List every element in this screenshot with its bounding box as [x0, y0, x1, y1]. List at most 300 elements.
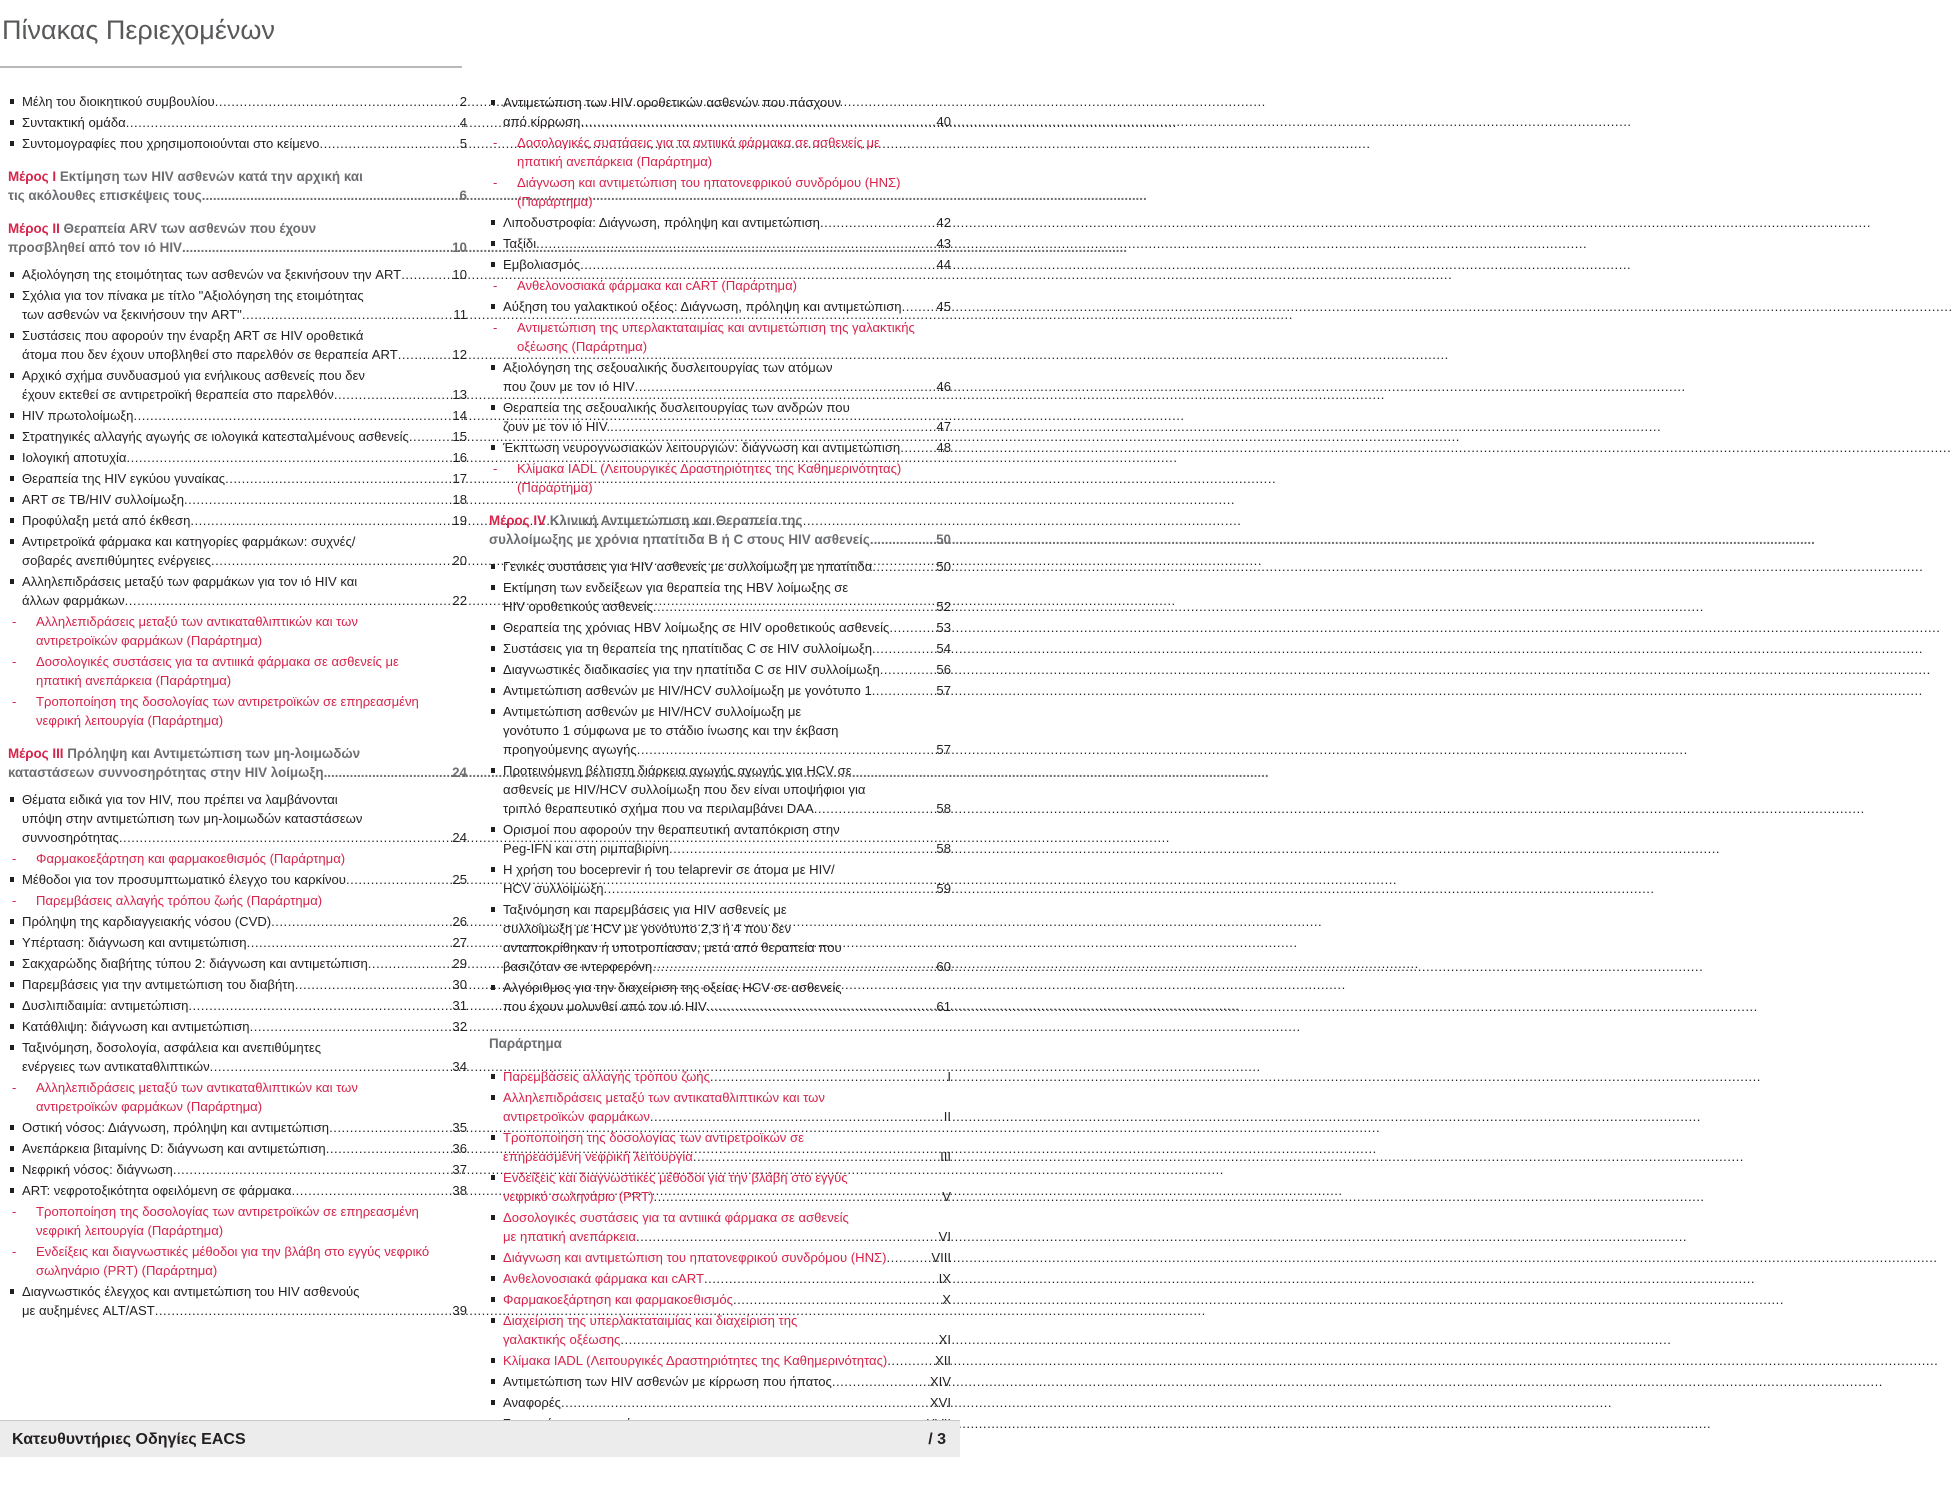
- toc-part-2-heading[interactable]: [8, 219, 467, 257]
- toc-line-text: [503, 1107, 650, 1126]
- toc-line-text: [22, 511, 190, 530]
- toc-line-label: Συντομογραφίες που χρησιμοποιούνται στο κείμενο: [22, 136, 320, 151]
- toc-page-number: 58: [936, 801, 951, 816]
- toc-subentry[interactable]: [489, 173, 951, 211]
- toc-page-number: 30: [452, 977, 467, 992]
- toc-page-number: 53: [936, 620, 951, 635]
- toc-entry-last-line: [503, 377, 951, 396]
- toc-line-label: Κλίμακα IADL (Λειτουργικές Δραστηριότητες της Καθημερινότητας): [503, 1353, 888, 1368]
- toc-line-text: [22, 113, 126, 132]
- toc-line-text: [503, 1372, 832, 1391]
- toc-line-text: ανταποκρίθηκαν ή υποτροπίασαν, μετά από θεραπεία που: [503, 940, 842, 955]
- dot-leader: [409, 427, 452, 446]
- toc-entry-last-line: [503, 213, 951, 232]
- toc-line-label: των ασθενών να ξεκινήσουν την ART": [22, 307, 242, 322]
- toc-entry[interactable]: [8, 1139, 467, 1158]
- toc-line-label: με αυξημένες ALT/AST: [22, 1303, 155, 1318]
- toc-entry-last-line: [503, 1248, 951, 1267]
- toc-entry-last-line: [22, 406, 467, 425]
- toc-line-text: [503, 438, 900, 457]
- toc-entry-text-line: [8, 744, 467, 763]
- toc-entry-text-line: [22, 809, 467, 828]
- dot-leader: [814, 799, 936, 818]
- toc-line-label: με ηπατική ανεπάρκεια: [503, 1229, 636, 1244]
- toc-left-column: [8, 92, 467, 1502]
- toc-line-text: συλλοίμωξη με HCV με γονότυπο 2,3 ή 4 που δεν: [503, 921, 792, 936]
- toc-entry-last-line: [22, 345, 467, 364]
- toc-entry[interactable]: [8, 511, 467, 530]
- page-footer: [0, 1420, 960, 1457]
- toc-entry[interactable]: [8, 406, 467, 425]
- dot-leader: [889, 618, 935, 637]
- toc-subentry[interactable]: [8, 1242, 467, 1280]
- toc-entry[interactable]: [489, 93, 951, 131]
- toc-entry[interactable]: [8, 572, 467, 610]
- toc-page-number: 22: [452, 593, 467, 608]
- toc-entry[interactable]: [8, 975, 467, 994]
- toc-line-text: Θέματα ειδικά για τον HIV, που πρέπει να λαμβάνονται: [22, 792, 338, 807]
- toc-entry-last-line: [22, 1057, 467, 1076]
- appendix-heading: Παράρτημα: [489, 1036, 562, 1051]
- toc-appendix-entry[interactable]: [489, 1248, 951, 1267]
- toc-line-text: Προτεινόμενη βέλτιστη διάρκεια αγωγής αγωγής για HCV σε: [503, 763, 852, 778]
- toc-entry[interactable]: [489, 234, 951, 253]
- toc-line-label: Ανθελονοσιακά φάρμακα και cART: [503, 1271, 704, 1286]
- toc-subentry[interactable]: [489, 133, 951, 171]
- toc-page-number: III: [940, 1149, 951, 1164]
- toc-entry-text-line: [503, 761, 951, 780]
- toc-page-number: 47: [936, 419, 951, 434]
- toc-entry-last-line: [22, 954, 467, 973]
- toc-line-label: Ανθελονοσιακά φάρμακα και cART (Παράρτημα): [517, 278, 797, 293]
- toc-line-text: Δοσολογικές συστάσεις για τα αντιιικά φάρμακα σε ασθενείς: [503, 1210, 849, 1225]
- toc-line-label: HCV συλλοίμωξη: [503, 881, 604, 896]
- toc-line-text: Τροποποίηση της δοσολογίας των αντιρετροϊκών σε: [503, 1130, 804, 1145]
- toc-entry-last-line: [503, 1147, 951, 1166]
- toc-entry[interactable]: [489, 702, 951, 759]
- toc-line-text: [503, 1067, 710, 1086]
- toc-entry-last-line: [22, 933, 467, 952]
- toc-line-text: [36, 1097, 262, 1116]
- toc-part-4-heading[interactable]: [489, 511, 951, 549]
- toc-entry[interactable]: [8, 448, 467, 467]
- toc-entry-last-line: [22, 591, 467, 610]
- toc-line-label: από κίρρωση: [503, 114, 581, 129]
- dot-leader: [636, 1227, 938, 1246]
- toc-line-text: [517, 152, 712, 171]
- toc-line-label: Μέθοδοι για τον προσυμπτωματικό έλεγχο του καρκίνου: [22, 872, 346, 887]
- toc-page-number: 24: [452, 830, 467, 845]
- toc-line-text: [503, 297, 902, 316]
- dot-leader: [704, 1269, 938, 1288]
- toc-entry-text-line: [22, 1282, 467, 1301]
- toc-line-text: [22, 1301, 155, 1320]
- toc-line-text: Σχόλια για τον πίνακα με τίτλο "Αξιολόγηση της ετοιμότητας: [22, 288, 364, 303]
- toc-entry-text-line: [503, 978, 951, 997]
- toc-entry-last-line: [22, 1118, 467, 1137]
- toc-page-number: 50: [936, 559, 951, 574]
- toc-entry[interactable]: [489, 213, 951, 232]
- toc-subentry[interactable]: [489, 318, 951, 356]
- toc-entry-last-line: [503, 234, 951, 253]
- dot-leader: [880, 660, 936, 679]
- toc-page-number: 4: [459, 115, 467, 130]
- toc-appendix-entry[interactable]: [489, 1269, 951, 1288]
- toc-entry-text-line: [22, 326, 467, 345]
- toc-entry[interactable]: [8, 1181, 467, 1200]
- toc-line-text: [517, 276, 797, 295]
- toc-entry[interactable]: [8, 954, 467, 973]
- toc-entry[interactable]: [8, 1118, 467, 1137]
- toc-entry-last-line: [503, 740, 951, 759]
- toc-line-label: Παρεμβάσεις αλλαγής τρόπου ζωής (Παράρτημα): [36, 893, 323, 908]
- toc-line-label: HIV οροθετικούς ασθενείς: [503, 599, 653, 614]
- toc-line-text: Αλληλεπιδράσεις μεταξύ των αντικαταθλιπτικών και των: [36, 614, 358, 629]
- toc-page-number: XVI: [929, 1395, 951, 1410]
- dot-leader: [182, 238, 452, 257]
- toc-line-text: [8, 238, 182, 257]
- dot-leader: [693, 1147, 939, 1166]
- toc-line-label: τριπλό θεραπευτικό σχήμα που να περιλαμβάνει DAA: [503, 801, 814, 816]
- toc-entry-last-line: [36, 1097, 467, 1116]
- toc-subentry[interactable]: [8, 652, 467, 690]
- toc-line-label: ηπατική ανεπάρκεια (Παράρτημα): [517, 154, 713, 169]
- dot-leader: [669, 839, 935, 858]
- toc-entry-text-line: [503, 780, 951, 799]
- toc-entry[interactable]: [489, 761, 951, 818]
- toc-subentry[interactable]: [8, 692, 467, 730]
- title-underline: [0, 53, 462, 68]
- toc-line-label: Peg-IFN και στη ριμπαβιρίνη: [503, 841, 670, 856]
- toc-page-number: 12: [452, 347, 467, 362]
- toc-line-label: Παρεμβάσεις αλλαγής τρόπου ζωής: [503, 1069, 710, 1084]
- toc-entry-text-line: [36, 692, 467, 711]
- toc-entry[interactable]: [8, 532, 467, 570]
- toc-entry[interactable]: [489, 557, 951, 576]
- toc-part-1-heading[interactable]: [8, 167, 467, 205]
- toc-entry-last-line: [503, 1351, 951, 1370]
- toc-page-number: 48: [936, 440, 951, 455]
- toc-entry[interactable]: [489, 438, 951, 457]
- toc-subentry[interactable]: [8, 849, 467, 868]
- toc-line-label: προηγούμενης αγωγής: [503, 742, 637, 757]
- toc-entry[interactable]: [8, 113, 467, 132]
- toc-entry-last-line: [22, 551, 467, 570]
- toc-entry[interactable]: [8, 790, 467, 847]
- dot-leader: [295, 975, 452, 994]
- toc-line-text: Θεραπεία της σεξουαλικής δυσλειτουργίας των ανδρών που: [503, 400, 850, 415]
- toc-entry[interactable]: [489, 398, 951, 436]
- toc-line-label: Αναφορές: [503, 1395, 561, 1410]
- toc-page-number: 57: [936, 742, 951, 757]
- toc-line-text: [503, 957, 652, 976]
- toc-line-label: αντιρετροϊκών φαρμάκων: [503, 1109, 650, 1124]
- toc-line-label: σοβαρές ανεπιθύμητες ενέργειες: [22, 553, 211, 568]
- toc-appendix-entry[interactable]: [489, 1088, 951, 1126]
- toc-line-text: [503, 839, 669, 858]
- toc-entry[interactable]: [489, 639, 951, 658]
- toc-entry-last-line: [22, 912, 467, 931]
- toc-appendix-entry[interactable]: [489, 1208, 951, 1246]
- dot-leader: [650, 1107, 943, 1126]
- toc-entry-text-line: [22, 286, 467, 305]
- toc-subentry[interactable]: [8, 1078, 467, 1116]
- toc-entry-last-line: [503, 1107, 951, 1126]
- toc-line-label: που ζουν με τον ιό HIV: [503, 379, 635, 394]
- toc-line-text: [22, 1017, 250, 1036]
- toc-appendix-entry[interactable]: [489, 1351, 951, 1370]
- toc-entry-text-line: [503, 93, 951, 112]
- toc-entry-last-line: [22, 996, 467, 1015]
- toc-entry-last-line: [503, 1187, 951, 1206]
- toc-entry[interactable]: [8, 1160, 467, 1179]
- toc-page-number: II: [943, 1109, 951, 1124]
- dot-leader: [872, 639, 935, 658]
- toc-entry[interactable]: [489, 900, 951, 976]
- toc-line-text: [22, 345, 398, 364]
- toc-appendix-entry[interactable]: [489, 1067, 951, 1086]
- toc-line-text: [503, 618, 889, 637]
- toc-entry-last-line: [503, 639, 951, 658]
- toc-line-text: Θεραπεία ARV των ασθενών που έχουν: [63, 221, 317, 236]
- toc-entry[interactable]: [8, 134, 467, 153]
- toc-line-text: Αλληλεπιδράσεις μεταξύ των αντικαταθλιπτικών και των: [36, 1080, 358, 1095]
- toc-entry-text-line: [36, 1242, 467, 1261]
- toc-page-number: 27: [452, 935, 467, 950]
- toc-appendix-entry[interactable]: [489, 1290, 951, 1309]
- toc-line-label: ζουν με τον ιό HIV.: [503, 419, 611, 434]
- toc-page-number: 52: [936, 599, 951, 614]
- toc-line-text: [503, 740, 637, 759]
- toc-part-3-heading[interactable]: [8, 744, 467, 782]
- dot-leader: [820, 213, 935, 232]
- toc-entry[interactable]: [8, 870, 467, 889]
- toc-entry[interactable]: [489, 578, 951, 616]
- toc-line-text: [36, 849, 345, 868]
- toc-page-number: VI: [938, 1229, 951, 1244]
- toc-line-label: Μέλη του διοικητικού συμβουλίου: [22, 94, 215, 109]
- toc-subentry[interactable]: [8, 891, 467, 910]
- toc-entry[interactable]: [8, 326, 467, 364]
- toc-page-number: 18: [452, 492, 467, 507]
- toc-line-text: [22, 933, 247, 952]
- toc-entry[interactable]: [489, 860, 951, 898]
- toc-entry-last-line: [503, 681, 951, 700]
- footer-title: Κατευθυντήριες Οδηγίες EACS: [12, 1431, 246, 1448]
- toc-line-text: Ενδείξεις και διαγνωστικές μέθοδοι για την βλάβη στο εγγύς νεφρικό: [36, 1244, 430, 1259]
- dot-leader: [324, 763, 453, 782]
- toc-line-label: Γενικές συστάσεις για HIV ασθενείς με συλλοίμωξη με ηπατίτιδα: [503, 559, 873, 574]
- toc-entry[interactable]: [8, 286, 467, 324]
- toc-page-number: 16: [452, 450, 467, 465]
- toc-line-text: Διαγνωστικός έλεγχος και αντιμετώπιση του HIV ασθενούς: [22, 1284, 360, 1299]
- toc-appendix-list: [489, 1067, 951, 1433]
- dot-leader: [202, 186, 460, 205]
- toc-line-text: [22, 1118, 329, 1137]
- toc-page-number: 20: [452, 553, 467, 568]
- toc-entry-last-line: [503, 1067, 951, 1086]
- toc-line-label: Οστική νόσος: Διάγνωση, πρόληψη και αντιμετώπιση: [22, 1120, 330, 1135]
- dot-leader: [184, 490, 451, 509]
- toc-line-text: Αντιρετροϊκά φάρμακα και κατηγορίες φαρμάκων: συχνές/: [22, 534, 356, 549]
- toc-entry[interactable]: [8, 366, 467, 404]
- toc-entry-text-line: [36, 1078, 467, 1097]
- toc-entry-last-line: [503, 1269, 951, 1288]
- toc-entry-last-line: [503, 255, 951, 274]
- toc-entry[interactable]: [489, 297, 951, 316]
- toc-line-text: υπόψη στην αντιμετώπιση των μη-λοιμωδών καταστάσεων: [22, 811, 363, 826]
- toc-page-number: 13: [452, 387, 467, 402]
- dot-leader: [580, 112, 935, 131]
- toc-entry[interactable]: [489, 358, 951, 396]
- toc-entry-last-line: [36, 711, 467, 730]
- toc-entry-last-line: [22, 448, 467, 467]
- toc-page-number: 60: [936, 959, 951, 974]
- toc-page-number: 19: [452, 513, 467, 528]
- dot-leader: [242, 305, 453, 324]
- toc-entry-last-line: [22, 427, 467, 446]
- toc-entry[interactable]: [8, 996, 467, 1015]
- toc-appendix-entry[interactable]: [489, 1128, 951, 1166]
- toc-page-number: V: [942, 1189, 951, 1204]
- toc-entry-last-line: [8, 186, 467, 205]
- dot-leader: [346, 870, 451, 889]
- toc-appendix-entry[interactable]: [489, 1311, 951, 1349]
- toc-entry[interactable]: [8, 469, 467, 488]
- toc-entry[interactable]: [489, 660, 951, 679]
- toc-entry-last-line: [22, 1017, 467, 1036]
- toc-page-number: 31: [452, 998, 467, 1013]
- toc-entry[interactable]: [8, 912, 467, 931]
- toc-line-label: Συστάσεις για τη θεραπεία της ηπατίτιδας C σε HIV συλλοίμωξη: [503, 641, 872, 656]
- toc-line-text: [503, 255, 580, 274]
- toc-line-text: [22, 134, 319, 153]
- toc-entry-last-line: [503, 660, 951, 679]
- toc-entry[interactable]: [489, 1372, 951, 1391]
- toc-entry[interactable]: [8, 1038, 467, 1076]
- toc-subentry[interactable]: [489, 276, 951, 295]
- toc-line-label: οξέωσης (Παράρτημα): [517, 339, 648, 354]
- toc-subentry[interactable]: [8, 612, 467, 650]
- toc-line-label: νεφρική λειτουργία (Παράρτημα): [36, 713, 224, 728]
- toc-appendix-entry[interactable]: [489, 1168, 951, 1206]
- toc-line-label: άτομα που δεν έχουν υποβληθεί στο παρελθόν σε θεραπεία ART: [22, 347, 398, 362]
- toc-entry[interactable]: [489, 255, 951, 274]
- dot-leader: [334, 385, 452, 404]
- toc-entry[interactable]: [489, 618, 951, 637]
- toc-line-label: νεφρικό σωληνάριο (PRT): [503, 1189, 654, 1204]
- toc-line-text: [22, 406, 133, 425]
- toc-entry-last-line: [36, 849, 467, 868]
- toc-entry-last-line: [517, 276, 951, 295]
- toc-page-number: 36: [452, 1141, 467, 1156]
- toc-entry-text-line: [503, 900, 951, 919]
- toc-line-label: Δυσλιπιδαιμία: αντιμετώπιση: [22, 998, 189, 1013]
- toc-line-text: [517, 192, 593, 211]
- toc-entry-text-line: [8, 167, 467, 186]
- toc-entry[interactable]: [489, 978, 951, 1016]
- dot-leader: [707, 997, 936, 1016]
- toc-line-text: [36, 891, 322, 910]
- dot-leader: [654, 1187, 942, 1206]
- dot-leader: [271, 912, 451, 931]
- dot-leader: [604, 879, 936, 898]
- toc-page-number: 6: [459, 188, 467, 203]
- toc-line-label: νεφρική λειτουργία (Παράρτημα): [36, 1223, 224, 1238]
- toc-entry[interactable]: [8, 1282, 467, 1320]
- toc-entry-last-line: [503, 1290, 951, 1309]
- toc-line-label: επηρεασμένη νεφρική λειτουργία: [503, 1149, 693, 1164]
- toc-line-label: σωληνάριο (PRT) (Παράρτημα): [36, 1263, 218, 1278]
- toc-line-label: που έχουν μολυνθεί από τον ιό HIV: [503, 999, 707, 1014]
- toc-entry[interactable]: [489, 820, 951, 858]
- toc-entry-last-line: [503, 1330, 951, 1349]
- toc-entry[interactable]: [8, 92, 467, 111]
- toc-line-text: [489, 530, 870, 549]
- toc-line-text: [503, 1269, 704, 1288]
- toc-line-text: [503, 1227, 636, 1246]
- toc-entry-last-line: [22, 870, 467, 889]
- toc-line-text: Αρχικό σχήμα συνδυασμού για ενήλικους ασθενείς που δεν: [22, 368, 365, 383]
- toc-page-number: 42: [936, 215, 951, 230]
- toc-page-number: 61: [936, 999, 951, 1014]
- toc-entry-last-line: [503, 417, 951, 436]
- dot-leader: [637, 740, 936, 759]
- toc-line-label: Λιποδυστροφία: Διάγνωση, πρόληψη και αντιμετώπιση: [503, 215, 820, 230]
- toc-line-label: συννοσηρότητας: [22, 830, 119, 845]
- toc-line-text: [8, 763, 324, 782]
- toc-entry[interactable]: [8, 933, 467, 952]
- toc-line-label: Ιολογική αποτυχία: [22, 450, 127, 465]
- toc-line-text: [22, 870, 346, 889]
- toc-line-text: Ταξινόμηση, δοσολογία, ασφάλεια και ανεπιθύμητες: [22, 1040, 322, 1055]
- toc-subentry[interactable]: [489, 459, 951, 497]
- toc-line-label: προσβληθεί από τον ιό HIV: [8, 240, 182, 255]
- toc-entry[interactable]: [8, 265, 467, 284]
- toc-entry[interactable]: [8, 427, 467, 446]
- toc-line-text: [8, 186, 202, 205]
- toc-entry[interactable]: [489, 1393, 951, 1412]
- dot-leader: [536, 234, 935, 253]
- toc-entry-last-line: [8, 763, 467, 782]
- dot-leader: [190, 511, 451, 530]
- toc-entry[interactable]: [489, 681, 951, 700]
- toc-entry-text-line: [517, 318, 951, 337]
- toc-line-text: [503, 997, 707, 1016]
- dot-leader: [710, 1067, 946, 1086]
- toc-line-text: [22, 996, 188, 1015]
- toc-line-text: Αλληλεπιδράσεις μεταξύ των αντικαταθλιπτικών και των: [503, 1090, 825, 1105]
- toc-line-label: άλλων φαρμάκων: [22, 593, 125, 608]
- toc-entry[interactable]: [8, 1017, 467, 1036]
- toc-line-text: [22, 1139, 326, 1158]
- toc-entry[interactable]: [8, 490, 467, 509]
- toc-line-text: [503, 557, 872, 576]
- toc-entry-text-line: [22, 572, 467, 591]
- toc-line-text: Δοσολογικές συστάσεις για τα αντιιικά φάρμακα σε ασθενείς με: [36, 654, 399, 669]
- toc-line-text: Κλίμακα IADL (Λειτουργικές Δραστηριότητες της Καθημερινότητας): [517, 461, 902, 476]
- toc-line-text: Διάγνωση και αντιμετώπιση του ηπατονεφρικού συνδρόμου (ΗΝΣ): [517, 175, 901, 190]
- toc-subentry[interactable]: [8, 1202, 467, 1240]
- toc-part-2-list: [8, 265, 467, 730]
- toc-page-number: X: [942, 1292, 951, 1307]
- toc-entry-text-line: [8, 219, 467, 238]
- toc-entry-last-line: [503, 297, 951, 316]
- toc-page-number: XIV: [929, 1374, 951, 1389]
- toc-page-number: 50: [936, 532, 951, 547]
- toc-entry-last-line: [503, 799, 951, 818]
- toc-entry-last-line: [36, 671, 467, 690]
